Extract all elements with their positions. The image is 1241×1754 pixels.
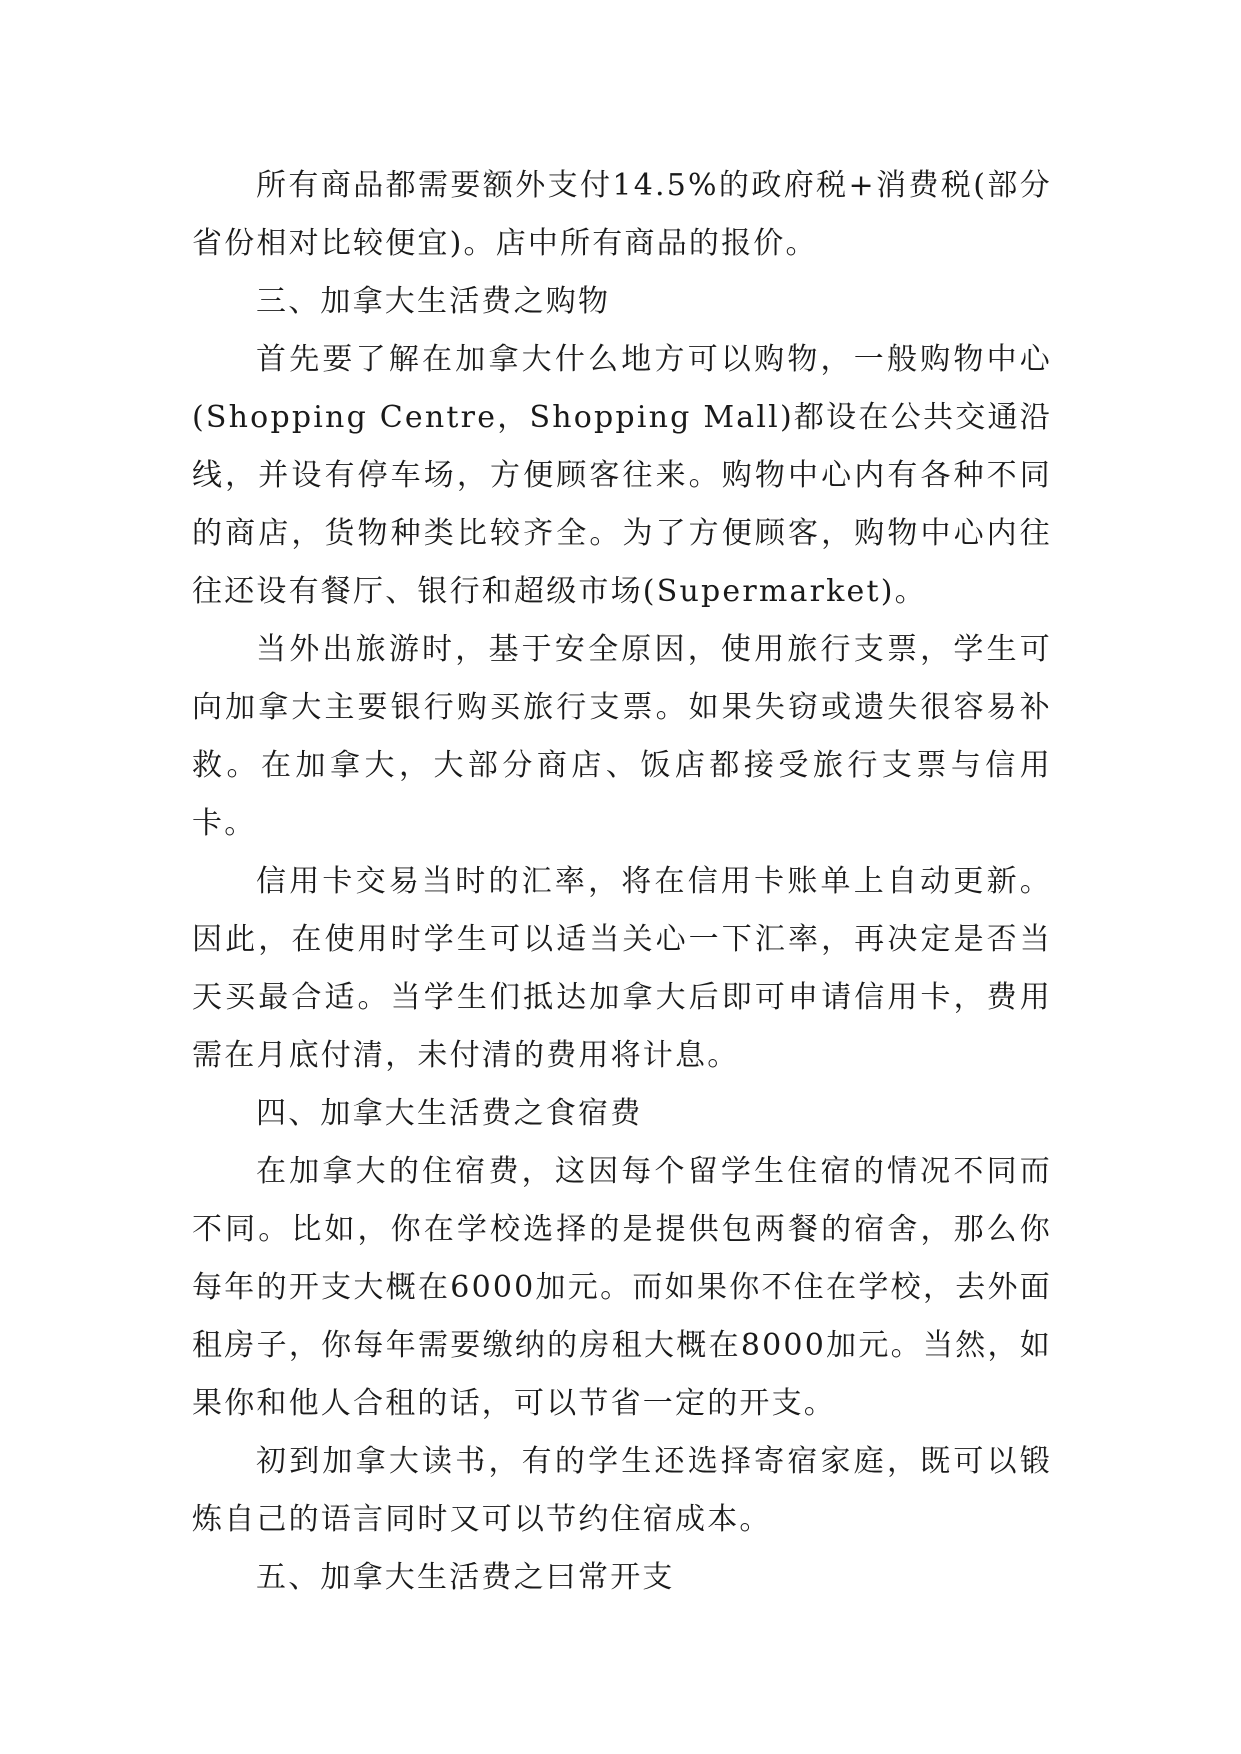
section-heading-accommodation: 四、加拿大生活费之食宿费 (256, 1096, 643, 1131)
section-heading-shopping: 三、加拿大生活费之购物 (256, 284, 611, 319)
paragraph-credit-cards: 信用卡交易当时的汇率，将在信用卡账单上自动更新。因此，在使用时学生可以适当关心一下汇率，再决定是否当天买最合适。当学生们抵达加拿大后即可申请信用卡，费用需在月底付清，未付清的费用将计息。 (192, 864, 1052, 1073)
paragraph-accommodation-costs: 在加拿大的住宿费，这因每个留学生住宿的情况不同而不同。比如，你在学校选择的是提供包两餐的宿舍，那么你每年的开支大概在6000加元。而如果你不住在学校，去外面租房子，你每年需要缴纳的房租大概在8000加元。当然，如果你和他人合租的话，可以节省一定的开支。 (192, 1154, 1052, 1421)
paragraph-homestay: 初到加拿大读书，有的学生还选择寄宿家庭，既可以锻炼自己的语言同时又可以节约住宿成本。 (192, 1444, 1052, 1537)
paragraph-tax-note: 所有商品都需要额外支付14.5%的政府税+消费税(部分省份相对比较便宜)。店中所有商品的报价。 (192, 168, 1052, 261)
paragraph-shopping-centres: 首先要了解在加拿大什么地方可以购物，一般购物中心(Shopping Centre，Shopping Mall)都设在公共交通沿线，并设有停车场，方便顾客往来。购物中心内有各种不同的商店，货物种类比较齐全。为了方便顾客，购物中心内往往还设有餐厅、银行和超级市场(Supermarket)。 (192, 342, 1052, 609)
section-heading-daily-expenses: 五、加拿大生活费之曰常开支 (256, 1560, 675, 1595)
paragraph-travel-cheques: 当外出旅游时，基于安全原因，使用旅行支票，学生可向加拿大主要银行购买旅行支票。如果失窃或遗失很容易补救。在加拿大，大部分商店、饭店都接受旅行支票与信用卡。 (192, 632, 1052, 841)
document-body (192, 157, 1052, 1607)
